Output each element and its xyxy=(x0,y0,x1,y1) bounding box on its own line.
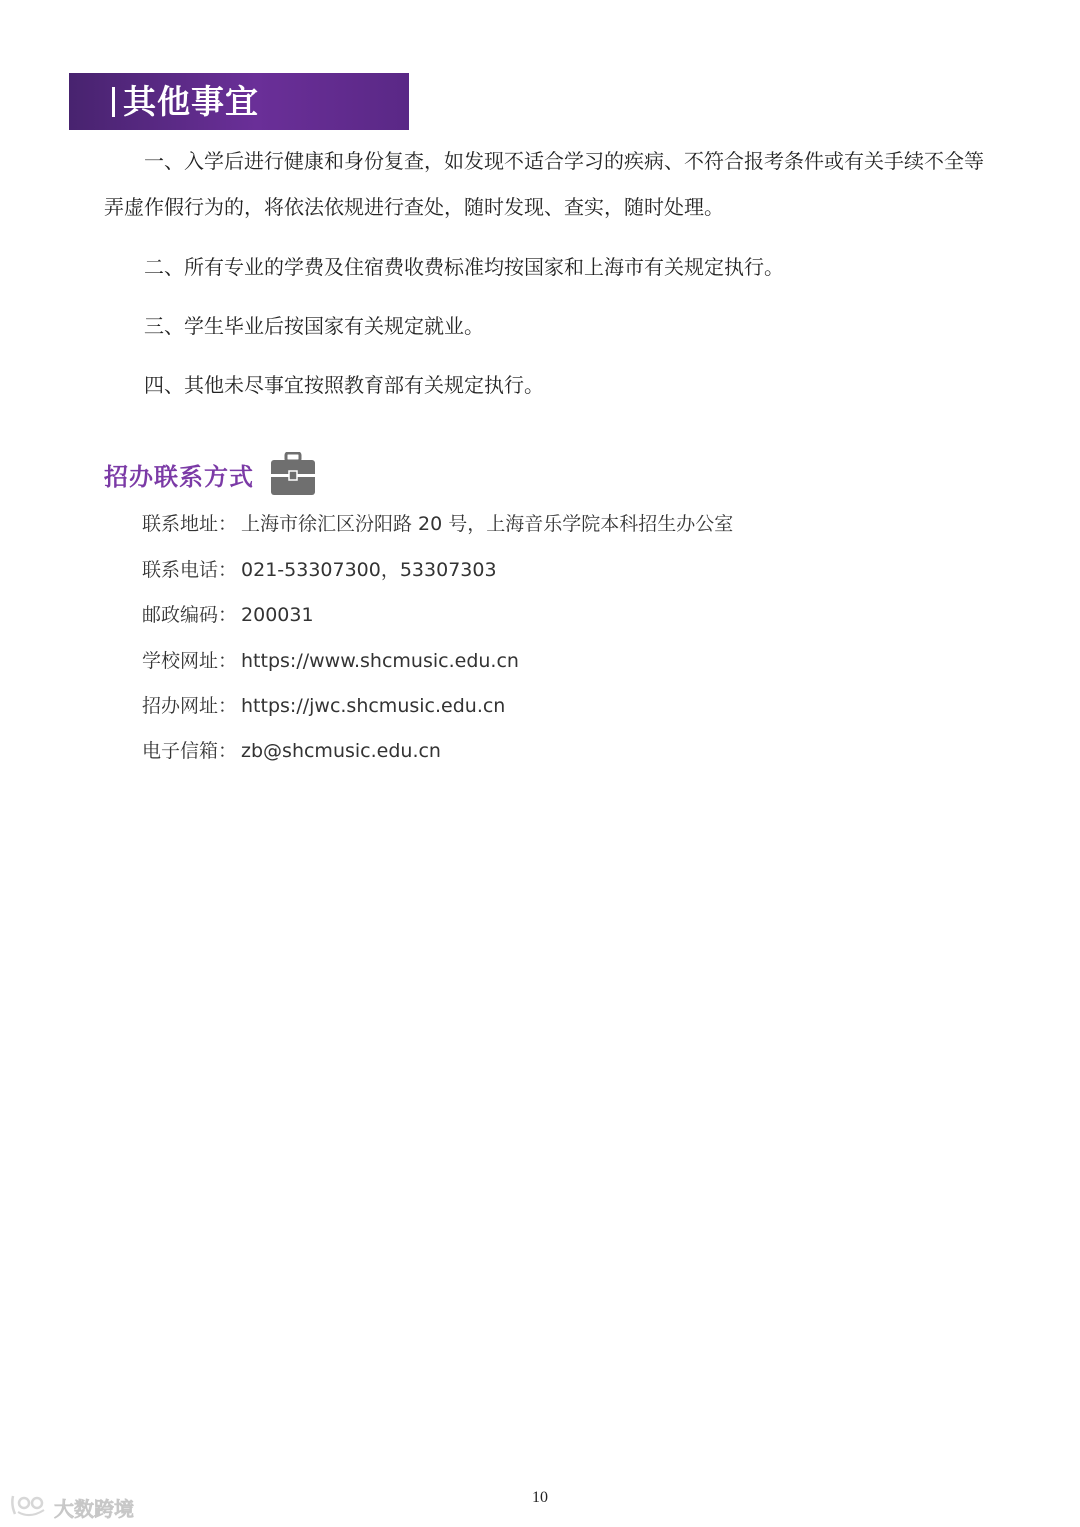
page-number: 10 xyxy=(532,1489,548,1506)
contact-admissions-website-link[interactable]: https://jwc.shcmusic.edu.cn xyxy=(241,695,506,717)
briefcase-icon xyxy=(270,452,316,496)
title-bar-accent xyxy=(112,87,115,117)
contact-address-label: 联系地址： xyxy=(142,513,238,535)
contact-admissions-website-label: 招办网址： xyxy=(142,695,238,717)
contact-email xyxy=(142,736,441,763)
watermark-logo-icon xyxy=(10,1492,50,1522)
contact-school-website-label: 学校网址： xyxy=(142,650,238,672)
contact-email-link[interactable]: zb@shcmusic.edu.cn xyxy=(241,740,441,762)
contact-email-label: 电子信箱： xyxy=(142,740,238,762)
contact-phone xyxy=(142,555,497,582)
contact-address xyxy=(142,509,733,536)
contact-heading xyxy=(104,452,316,496)
contact-admissions-website xyxy=(142,691,505,718)
watermark-text: 大数跨境 xyxy=(54,1496,134,1521)
contact-address-value: 上海市徐汇区汾阳路 20 号，上海音乐学院本科招生办公室 xyxy=(241,513,734,535)
contact-phone-label: 联系电话： xyxy=(142,559,238,581)
section-title-banner xyxy=(69,73,409,130)
contact-postcode-label: 邮政编码： xyxy=(142,604,238,626)
contact-heading-label: 招办联系方式 xyxy=(104,462,254,491)
contact-postcode xyxy=(142,600,314,627)
paragraph-4: 四、其他未尽事宜按照教育部有关规定执行。 xyxy=(144,373,544,397)
paragraph-1: 一、入学后进行健康和身份复查，如发现不适合学习的疾病、不符合报考条件或有关手续不全等弄虚作假行为的，将依法依规进行查处，随时发现、查实，随时处理。 xyxy=(104,149,984,219)
contact-postcode-value: 200031 xyxy=(241,604,314,626)
contact-school-website-link[interactable]: https://www.shcmusic.edu.cn xyxy=(241,650,519,672)
contact-phone-value: 021-53307300，53307303 xyxy=(241,559,497,581)
section-title: 其他事宜 xyxy=(123,82,259,121)
paragraph-3: 三、学生毕业后按国家有关规定就业。 xyxy=(144,314,484,338)
paragraph-2: 二、所有专业的学费及住宿费收费标准均按国家和上海市有关规定执行。 xyxy=(144,255,784,279)
watermark xyxy=(10,1492,134,1522)
contact-school-website xyxy=(142,646,519,673)
